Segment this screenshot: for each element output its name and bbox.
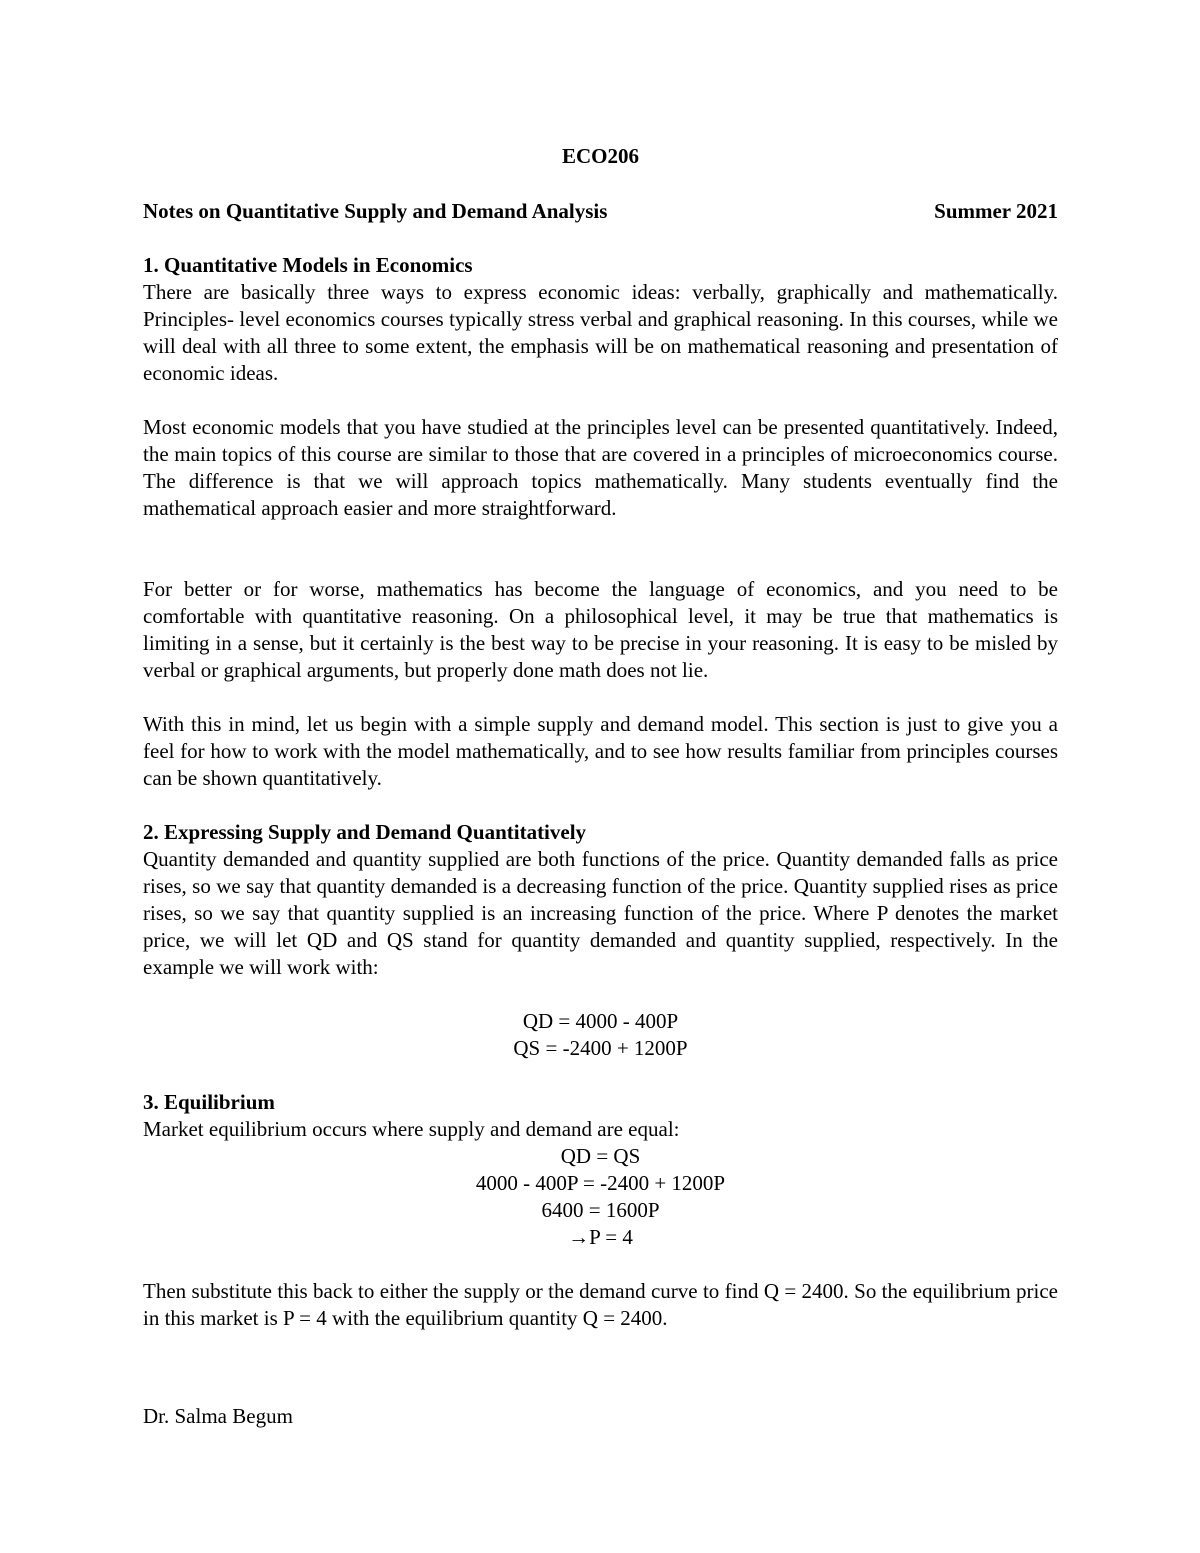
section-expressing-supply-demand: [143, 819, 1058, 981]
paragraph: Quantity demanded and quantity supplied are both functions of the price. Quantity demanded falls as price rises, so we say that quantity demanded is a decreasing function of the price. Quantity supplied rises as price rises, so we say that quantity supplied is an increasing function of the price. Where P denotes the market price, we will let QD and QS stand for quantity demanded and quantity supplied, respectively. In the example we will work with:: [143, 847, 1058, 979]
section-paragraph: [143, 576, 1058, 684]
section-quantitative-models: [143, 252, 1058, 387]
equation-demand: QD = 4000 - 400P: [522, 1009, 679, 1033]
paragraph: Most economic models that you have studied at the principles level can be presented quantitatively. Indeed, the main topics of this course are similar to those that are covered in a principles of microeconomics course. The difference is that we will approach topics mathematically. Many students eventually find the mathematical approach easier and more straightforward.: [143, 415, 1058, 520]
paragraph: Market equilibrium occurs where supply and demand are equal:: [143, 1117, 680, 1141]
document-title: Notes on Quantitative Supply and Demand Analysis: [143, 199, 608, 223]
equation-block: [143, 1008, 1058, 1062]
section-paragraph: [143, 711, 1058, 792]
equilibrium-step: QD = QS: [560, 1144, 641, 1168]
section-paragraph: [143, 414, 1058, 522]
equilibrium-step: 6400 = 1600P: [541, 1198, 660, 1222]
paragraph: With this in mind, let us begin with a simple supply and demand model. This section is just to give you a feel for how to work with the model mathematically, and to see how results familiar from principles courses can be shown quantitatively.: [143, 712, 1058, 790]
document-page: [143, 0, 1058, 1553]
paragraph: There are basically three ways to express economic ideas: verbally, graphically and mathematically. Principles- level economics courses typically stress verbal and graphical reasoning. In this courses, while we will deal with all three to some extent, the emphasis will be on mathematical reasoning and presentation of economic ideas.: [143, 280, 1058, 385]
section-heading: 1. Quantitative Models in Economics: [143, 253, 473, 277]
section-heading: 2. Expressing Supply and Demand Quantitatively: [143, 820, 587, 844]
section-heading: 3. Equilibrium: [143, 1090, 275, 1114]
paragraph: For better or for worse, mathematics has become the language of economics, and you need to be comfortable with quantitative reasoning. On a philosophical level, it may be true that mathematics is limiting in a sense, but it certainly is the best way to be precise in your reasoning. It is easy to be misled by verbal or graphical arguments, but properly done math does not lie.: [143, 577, 1058, 682]
course-code: ECO206: [561, 144, 639, 168]
section-paragraph: [143, 1278, 1058, 1332]
equilibrium-step: 4000 - 400P = -2400 + 1200P: [475, 1171, 726, 1195]
paragraph: Then substitute this back to either the supply or the demand curve to find Q = 2400. So the equilibrium price in this market is P = 4 with the equilibrium quantity Q = 2400.: [143, 1279, 1058, 1330]
section-equilibrium: [143, 1089, 1058, 1251]
equation-supply: QS = -2400 + 1200P: [513, 1036, 688, 1060]
author-signature: Dr. Salma Begum: [143, 1404, 293, 1428]
document-header: [143, 198, 1058, 225]
equilibrium-step: →P = 4: [568, 1225, 633, 1249]
term-label: Summer 2021: [934, 199, 1058, 223]
